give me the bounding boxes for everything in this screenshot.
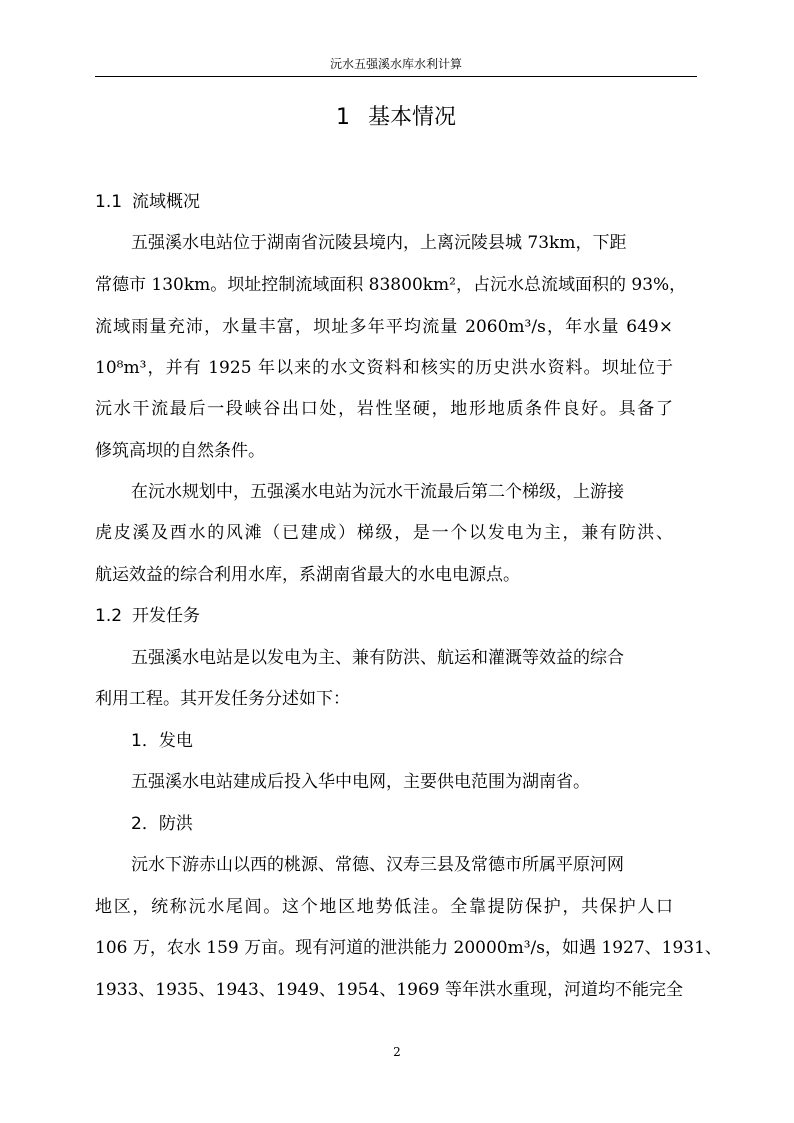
- paragraph-line: 地区，统称沅水尾闾。这个地区地势低洼。全靠提防保护，共保护人口: [95, 897, 673, 917]
- chapter-title: [95, 103, 697, 133]
- chapter-number: 1: [335, 105, 350, 130]
- paragraph-line: 虎皮溪及酉水的风滩（已建成）梯级，是一个以发电为主，兼有防洪、: [95, 523, 673, 543]
- paragraph-line: 五强溪水电站是以发电为主、兼有防洪、航运和灌溉等效益的综合: [131, 648, 624, 668]
- section-heading: [95, 604, 200, 628]
- paragraph-line: 106 万，农水 159 万亩。现有河道的泄洪能力 20000m³/s，如遇 1927、1931、: [95, 938, 722, 958]
- paragraph-line: 航运效益的综合利用水库，系湖南省最大的水电电源点。: [95, 565, 520, 585]
- section-title: 开发任务: [132, 606, 201, 626]
- paragraph-line: 五强溪水电站位于湖南省沅陵县境内，上离沅陵县城 73km，下距: [131, 233, 627, 253]
- paragraph-line: 沅水干流最后一段峡谷出口处，岩性坚硬，地形地质条件良好。具备了: [95, 399, 673, 419]
- list-item-heading: 1．发电: [131, 731, 193, 751]
- paragraph-line: 在沅水规划中，五强溪水电站为沅水干流最后第二个梯级，上游接: [131, 482, 624, 502]
- paragraph-line: 沅水下游赤山以西的桃源、常德、汉寿三县及常德市所属平原河网: [131, 855, 624, 875]
- running-header: 沅水五强溪水库水利计算: [329, 57, 462, 71]
- paragraph-line: 流域雨量充沛，水量丰富，坝址多年平均流量 2060m³/s，年水量 649×: [95, 317, 673, 337]
- paragraph-line: 1933、1935、1943、1949、1954、1969 等年洪水重现，河道均不能完全: [95, 980, 683, 1000]
- paragraph-line: 利用工程。其开发任务分述如下：: [95, 689, 350, 709]
- section-heading: [95, 190, 200, 214]
- paragraph-line: 五强溪水电站建成后投入华中电网，主要供电范围为湖南省。: [131, 772, 590, 792]
- paragraph-line: 修筑高坝的自然条件。: [95, 441, 265, 461]
- section-number: 1.2: [95, 606, 123, 626]
- section-title: 流域概况: [132, 192, 201, 212]
- chapter-title-text: 基本情况: [367, 105, 456, 130]
- list-item-heading: 2．防洪: [131, 814, 193, 834]
- paragraph-line: 10⁸m³，并有 1925 年以来的水文资料和核实的历史洪水资料。坝址位于: [95, 358, 673, 378]
- header-rule: [95, 76, 697, 77]
- page-number: 2: [393, 1045, 401, 1059]
- paragraph-line: 常德市 130km。坝址控制流域面积 83800km²，占沅水总流域面积的 93%，: [95, 275, 687, 295]
- section-number: 1.1: [95, 192, 123, 212]
